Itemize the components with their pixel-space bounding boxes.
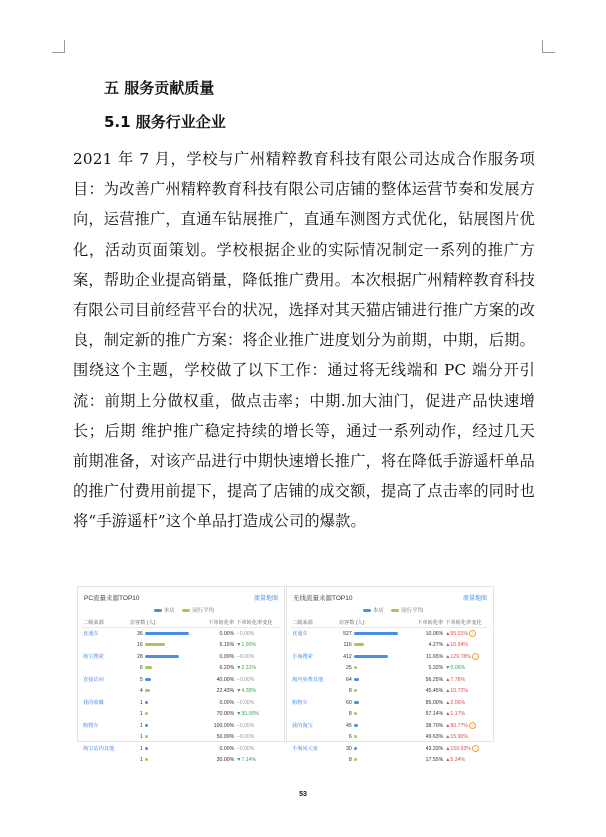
visitor-bar xyxy=(145,758,148,761)
dash-icon: - xyxy=(236,745,238,752)
header-visitors: 访客数 (人) xyxy=(338,617,406,628)
pc-traffic-figure xyxy=(77,586,285,764)
conversion-change xyxy=(235,628,280,640)
visitor-bar-cell xyxy=(353,697,406,709)
conversion-rate: 0.00% xyxy=(219,653,235,660)
source-name[interactable]: 手淘问大家 xyxy=(292,746,318,753)
conversion-rate: 57.14% xyxy=(425,711,444,718)
visitor-bar xyxy=(354,712,357,715)
header-change: 下单转化率变化 xyxy=(235,617,280,628)
traffic-table xyxy=(82,617,280,766)
visitor-count: 5 xyxy=(139,676,143,683)
source-name[interactable]: 我的收藏 xyxy=(83,700,104,707)
warning-icon: ! xyxy=(472,653,479,660)
traffic-map-link[interactable]: 流量地图 xyxy=(462,596,487,602)
header-source: 二级来源 xyxy=(82,617,129,628)
header-change: 下单转化率变化 xyxy=(444,617,489,628)
visitor-bar xyxy=(145,632,189,635)
legend-label-store: 本店 xyxy=(163,608,175,614)
visitor-count: 28 xyxy=(136,653,143,660)
visitor-bar xyxy=(145,655,179,658)
table-row xyxy=(82,674,280,686)
crop-mark-top-left xyxy=(52,40,65,53)
conversion-rate: 56.25% xyxy=(425,676,444,683)
change-value: -0.00% xyxy=(237,630,255,637)
change-value: 1.17% xyxy=(450,711,466,718)
change-value: -0.00% xyxy=(237,676,255,683)
conversion-rate: 0.00% xyxy=(219,699,235,706)
table-row xyxy=(82,686,280,698)
conversion-rate: 5.15% xyxy=(219,642,235,649)
source-name xyxy=(82,755,129,767)
visitor-count: 25 xyxy=(345,665,352,672)
visitor-count: 8 xyxy=(348,688,352,695)
visitor-bar xyxy=(354,735,357,738)
visitor-bar xyxy=(354,666,357,669)
header-visitors: 访客数 (人) xyxy=(129,617,197,628)
visitor-bar-cell xyxy=(353,640,406,652)
change-value: 55.01% xyxy=(450,631,468,638)
source-name[interactable]: 淘宝搜索 xyxy=(83,654,104,661)
source-name xyxy=(291,755,338,767)
conversion-change xyxy=(235,755,280,767)
visitor-bar xyxy=(145,643,165,646)
visitor-count: 8 xyxy=(348,757,352,764)
visitor-bar xyxy=(145,735,148,738)
conversion-change xyxy=(235,651,280,663)
source-name xyxy=(82,663,129,675)
change-value: 7.14% xyxy=(241,757,257,764)
warning-icon: ! xyxy=(469,630,476,637)
table-row xyxy=(291,674,489,686)
conversion-change xyxy=(444,732,489,744)
source-name[interactable]: 直通车 xyxy=(83,631,99,638)
change-value: 159.93% xyxy=(450,746,471,753)
visitor-count: 1 xyxy=(139,757,143,764)
change-value: 129.78% xyxy=(450,654,471,661)
visitor-count: 45 xyxy=(345,722,352,729)
visitor-bar-cell xyxy=(144,651,197,663)
visitor-bar-cell xyxy=(353,732,406,744)
conversion-rate: 38.70% xyxy=(425,722,444,729)
visitor-count: 6 xyxy=(139,665,143,672)
change-value: 10.72% xyxy=(450,688,468,695)
arrow-up-icon: ▲ xyxy=(445,654,451,661)
conversion-rate: 30.00% xyxy=(216,757,235,764)
arrow-up-icon: ▲ xyxy=(445,723,451,730)
arrow-up-icon: ▲ xyxy=(445,746,451,753)
arrow-down-icon: ▼ xyxy=(236,688,242,695)
visitor-bar-cell xyxy=(144,686,197,698)
visitor-bar-cell xyxy=(144,663,197,675)
figure-legend xyxy=(78,606,284,614)
change-value: -0.00% xyxy=(237,699,255,706)
conversion-change xyxy=(235,697,280,709)
source-name[interactable]: 直接访问 xyxy=(83,677,104,684)
conversion-change xyxy=(235,709,280,721)
change-value: -0.00% xyxy=(237,722,255,729)
table-row xyxy=(82,640,280,652)
change-value: 0.06% xyxy=(450,665,466,672)
table-row xyxy=(291,697,489,709)
subsection-heading: 5.1 服务行业企业 xyxy=(104,113,226,131)
conversion-rate: 40.00% xyxy=(216,676,235,683)
conversion-change xyxy=(444,709,489,721)
legend-swatch-store xyxy=(154,609,162,612)
warning-icon: ! xyxy=(469,722,476,729)
conversion-rate: 45.45% xyxy=(425,688,444,695)
visitor-bar xyxy=(145,678,151,681)
source-name[interactable]: 我的淘宝 xyxy=(292,723,313,730)
figure-legend xyxy=(287,606,493,614)
visitor-bar xyxy=(354,747,357,750)
visitor-bar-cell xyxy=(144,674,197,686)
dash-icon: - xyxy=(236,699,238,706)
table-row xyxy=(82,743,280,755)
conversion-rate: 0.00% xyxy=(219,745,235,752)
conversion-rate: 100.00% xyxy=(213,722,235,729)
visitor-bar xyxy=(354,655,388,658)
conversion-change xyxy=(444,755,489,767)
table-row xyxy=(82,720,280,732)
change-value: 10.94% xyxy=(450,642,468,649)
change-value: 2.06% xyxy=(450,699,466,706)
conversion-change xyxy=(235,720,280,732)
change-value: -0.00% xyxy=(237,734,255,741)
visitor-count: 16 xyxy=(136,642,143,649)
visitor-count: 64 xyxy=(345,676,352,683)
conversion-change xyxy=(444,743,489,755)
change-value: 7.76% xyxy=(450,676,466,683)
visitor-count: 6 xyxy=(348,734,352,741)
table-row xyxy=(82,628,280,640)
table-row xyxy=(291,709,489,721)
dash-icon: - xyxy=(236,722,238,729)
visitor-count: 30 xyxy=(345,745,352,752)
source-name xyxy=(82,709,129,721)
conversion-rate: 0.00% xyxy=(219,630,235,637)
visitor-bar xyxy=(354,678,359,681)
header-rate: 下单转化率 xyxy=(197,617,235,628)
visitor-bar xyxy=(354,689,357,692)
table-row xyxy=(291,732,489,744)
visitor-bar-cell xyxy=(353,743,406,755)
figure-title: 无线流量来源TOP10 xyxy=(293,595,353,602)
source-name[interactable]: 直通车 xyxy=(292,631,308,638)
source-name xyxy=(82,732,129,744)
conversion-change xyxy=(235,663,280,675)
visitor-count: 36 xyxy=(136,630,143,637)
conversion-rate: 17.55% xyxy=(425,757,444,764)
visitor-bar-cell xyxy=(353,720,406,732)
section-heading: 五 服务贡献质量 xyxy=(104,79,215,97)
conversion-change xyxy=(444,697,489,709)
visitor-bar-cell xyxy=(144,709,197,721)
visitor-count: 60 xyxy=(345,699,352,706)
source-name xyxy=(291,709,338,721)
legend-swatch-peer xyxy=(182,609,190,612)
arrow-up-icon: ▲ xyxy=(445,676,451,683)
legend-label-peer: 同行平均 xyxy=(192,608,215,614)
dash-icon: - xyxy=(236,734,238,741)
body-paragraph: 2021 年 7 月，学校与广州精粹教育科技有限公司达成合作服务项目：为改善广州精粹教育科技有限公司店铺的整体运营节奏和发展方向，运营推广，直通车钻展推广，直通车测图方式优化，钻展图片优化，活动页面策划。学校根据企业的实际情况制定一系列的推广方案，帮助企业提高销量，降低推广费用。本次根据广州精粹教育科技有限公司目前经营平台的状况，选择对其天猫店铺进行推广方案的改良，制定新的推广方案：将企业推广进度划分为前期，中期，后期。围绕这个主题，学校做了以下工作：通过将无线端和 PC 端分开引流：前期上分做权重，做点击率；中期.加大油门，促进产品快速增长；后期 维护推广稳定持续的增长等，通过一系列动作，经过几天前期准备，对该产品进行中期快速增长推广，将在降低手游遥杆单品的推广付费用前提下，提高了店铺的成交额，提高了点击率的同时也将“手游遥杆”这个单品打造成公司的爆款。 xyxy=(73,150,535,531)
change-value: 4.39% xyxy=(241,688,257,695)
legend-label-peer: 同行平均 xyxy=(401,608,424,614)
visitor-bar xyxy=(354,643,364,646)
conversion-change xyxy=(235,686,280,698)
visitor-bar-cell xyxy=(353,663,406,675)
conversion-rate: 11.65% xyxy=(426,653,444,660)
arrow-up-icon: ▲ xyxy=(445,757,451,764)
table-row xyxy=(291,743,489,755)
visitor-bar xyxy=(145,701,148,704)
conversion-rate: 4.27% xyxy=(428,642,444,649)
visitor-bar xyxy=(354,724,358,727)
conversion-change xyxy=(444,663,489,675)
arrow-down-icon: ▼ xyxy=(236,642,242,649)
wireless-traffic-figure xyxy=(286,586,494,764)
source-name[interactable]: 购物车 xyxy=(83,723,99,730)
conversion-rate: 6.20% xyxy=(219,665,235,672)
visitor-count: 8 xyxy=(348,711,352,718)
source-name[interactable]: 手淘搜索 xyxy=(292,654,313,661)
conversion-change xyxy=(235,640,280,652)
table-row xyxy=(291,628,489,640)
conversion-change xyxy=(444,686,489,698)
visitor-bar-cell xyxy=(144,743,197,755)
visitor-bar xyxy=(354,701,359,704)
visitor-bar xyxy=(354,758,357,761)
arrow-up-icon: ▲ xyxy=(445,699,451,706)
table-row xyxy=(82,709,280,721)
visitor-bar-cell xyxy=(353,686,406,698)
arrow-down-icon: ▼ xyxy=(236,711,242,718)
legend-label-store: 本店 xyxy=(372,608,384,614)
conversion-change xyxy=(235,743,280,755)
visitor-bar-cell xyxy=(144,755,197,767)
arrow-down-icon: ▼ xyxy=(445,665,451,672)
header-source: 二级来源 xyxy=(291,617,338,628)
source-name xyxy=(82,686,129,698)
source-name[interactable]: 购物车 xyxy=(292,700,308,707)
conversion-change xyxy=(444,640,489,652)
table-row xyxy=(82,651,280,663)
table-row xyxy=(291,663,489,675)
source-name xyxy=(82,640,129,652)
visitor-bar xyxy=(145,724,148,727)
visitor-count: 4 xyxy=(139,688,143,695)
legend-swatch-store xyxy=(363,609,371,612)
visitor-bar xyxy=(145,712,148,715)
visitor-bar-cell xyxy=(353,628,406,640)
arrow-up-icon: ▲ xyxy=(445,642,451,649)
visitor-bar-cell xyxy=(144,640,197,652)
dash-icon: - xyxy=(236,676,238,683)
table-row xyxy=(291,640,489,652)
conversion-rate: 5.32% xyxy=(428,665,444,672)
change-value: 90.77% xyxy=(450,723,468,730)
dash-icon: - xyxy=(236,653,238,660)
table-row xyxy=(291,686,489,698)
table-row xyxy=(291,755,489,767)
arrow-up-icon: ▲ xyxy=(445,711,451,718)
source-name[interactable]: 淘内免费其他 xyxy=(292,677,324,684)
crop-mark-top-right xyxy=(542,40,555,53)
change-value: 2.31% xyxy=(241,665,257,672)
table-row xyxy=(291,720,489,732)
source-name xyxy=(291,732,338,744)
arrow-up-icon: ▲ xyxy=(445,688,451,695)
arrow-down-icon: ▼ xyxy=(236,665,242,672)
warning-icon: ! xyxy=(472,745,479,752)
arrow-up-icon: ▲ xyxy=(445,631,451,638)
visitor-bar-cell xyxy=(353,709,406,721)
visitor-count: 527 xyxy=(343,630,352,637)
table-row xyxy=(82,697,280,709)
conversion-change xyxy=(444,651,489,663)
change-value: -0.00% xyxy=(237,745,255,752)
visitor-bar-cell xyxy=(144,732,197,744)
table-row xyxy=(82,755,280,767)
conversion-rate: 22.43% xyxy=(216,688,235,695)
visitor-bar-cell xyxy=(144,720,197,732)
legend-swatch-peer xyxy=(391,609,399,612)
traffic-table xyxy=(291,617,489,766)
change-value: 5.34% xyxy=(450,757,466,764)
change-value: 30.00% xyxy=(241,711,259,718)
change-value: 15.90% xyxy=(450,734,468,741)
visitor-bar-cell xyxy=(353,651,406,663)
conversion-rate: 70.00% xyxy=(216,711,235,718)
visitor-bar-cell xyxy=(353,755,406,767)
visitor-bar xyxy=(354,632,398,635)
conversion-change xyxy=(235,674,280,686)
dash-icon: - xyxy=(236,630,238,637)
source-name xyxy=(291,686,338,698)
conversion-rate: 49.63% xyxy=(425,734,444,741)
visitor-bar-cell xyxy=(144,628,197,640)
conversion-rate: 50.00% xyxy=(216,734,235,741)
visitor-count: 1 xyxy=(139,745,143,752)
visitor-count: 116 xyxy=(343,642,352,649)
conversion-change xyxy=(444,720,489,732)
visitor-count: 1 xyxy=(139,711,143,718)
visitor-bar-cell xyxy=(353,674,406,686)
table-row xyxy=(82,663,280,675)
visitor-count: 1 xyxy=(139,722,143,729)
header-rate: 下单转化率 xyxy=(406,617,444,628)
source-name xyxy=(291,663,338,675)
conversion-rate: 85.00% xyxy=(425,699,444,706)
conversion-change xyxy=(235,732,280,744)
visitor-count: 1 xyxy=(139,734,143,741)
traffic-map-link[interactable]: 流量地图 xyxy=(253,596,278,602)
arrow-down-icon: ▼ xyxy=(236,757,242,764)
change-value: -0.00% xyxy=(237,653,255,660)
arrow-up-icon: ▲ xyxy=(445,734,451,741)
conversion-change xyxy=(444,628,489,640)
visitor-bar xyxy=(145,747,148,750)
figure-title: PC流量来源TOP10 xyxy=(84,595,140,602)
change-value: 1.90% xyxy=(241,642,257,649)
conversion-rate: 10.06% xyxy=(425,630,444,637)
table-row xyxy=(82,732,280,744)
visitor-bar xyxy=(145,689,150,692)
conversion-rate: 43.33% xyxy=(425,745,444,752)
visitor-count: 412 xyxy=(343,653,352,660)
visitor-bar xyxy=(145,666,152,669)
conversion-change xyxy=(444,674,489,686)
source-name[interactable]: 淘宝站内其他 xyxy=(83,746,115,753)
table-row xyxy=(291,651,489,663)
visitor-count: 1 xyxy=(139,699,143,706)
visitor-bar-cell xyxy=(144,697,197,709)
page-number: 53 xyxy=(299,791,307,798)
source-name xyxy=(291,640,338,652)
